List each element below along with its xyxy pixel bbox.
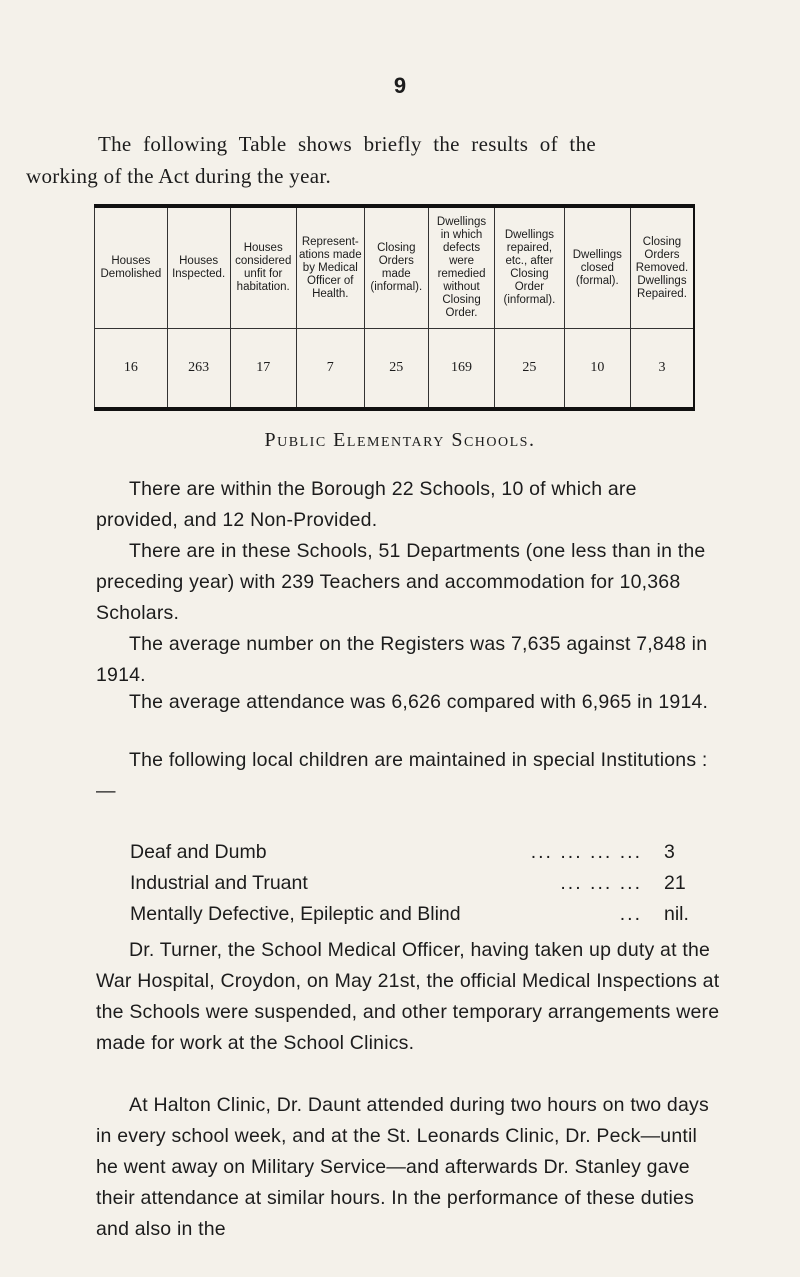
leader-dots: ... ... ... ... xyxy=(530,841,642,863)
paragraph-text: The average attendance was 6,626 compared with 6,965 in 1914. xyxy=(129,691,709,713)
paragraph-text: There are in these Schools, 51 Departments (one less than in the preceding year) with 239 Teachers and accommodation for 10,368 Scholars. xyxy=(96,540,706,624)
institution-count: 21 xyxy=(664,872,686,894)
value-closing-orders: 25 xyxy=(364,329,428,410)
paragraph-departments xyxy=(96,536,720,629)
value-representations: 7 xyxy=(296,329,364,410)
intro-text xyxy=(26,128,696,192)
value-houses-demolished: 16 xyxy=(95,329,168,410)
value-orders-removed: 3 xyxy=(630,329,694,410)
value-defects-remedied: 169 xyxy=(428,329,494,410)
header-dwellings-repaired: Dwellings repaired, etc., after Closing Order (informal). xyxy=(495,206,565,329)
header-representations: Represent-ations made by Medical Officer of Health. xyxy=(296,206,364,329)
section-heading: Public Elementary Schools. xyxy=(264,429,536,451)
paragraph-attendance xyxy=(96,687,720,718)
paragraph-text: There are within the Borough 22 Schools, 10 of which are provided, and 12 Non-Provided. xyxy=(96,478,637,531)
housing-results-table xyxy=(94,204,695,411)
list-item xyxy=(130,868,700,899)
header-dwellings-closed: Dwellings closed (formal). xyxy=(564,206,630,329)
table-header-row xyxy=(95,206,695,329)
value-houses-inspected: 263 xyxy=(167,329,230,410)
value-houses-unfit: 17 xyxy=(230,329,296,410)
table-row xyxy=(95,329,695,410)
intro-line-1: The following Table shows briefly the results of the xyxy=(98,132,596,156)
paragraph-text: The following local children are maintained in special Institutions :— xyxy=(96,749,708,802)
list-item xyxy=(130,837,700,868)
paragraph-text: At Halton Clinic, Dr. Daunt attended during two hours on two days in every school week, and at the St. Leonards Clinic, Dr. Peck—until he went away on Military Service—and afterwards Dr. Stanley gave their attendance at similar hours. In the performance of these duties and also in the xyxy=(96,1094,709,1240)
header-defects-remedied: Dwellings in which defects were remedied without Closing Order. xyxy=(428,206,494,329)
paragraph-schools xyxy=(96,474,720,536)
paragraph-clinics xyxy=(96,1090,720,1245)
institution-count: nil. xyxy=(664,903,689,925)
institution-name: Industrial and Truant xyxy=(130,872,308,894)
leader-dots: ... ... ... xyxy=(560,872,642,894)
header-houses-unfit: Houses considered unfit for habitation. xyxy=(230,206,296,329)
institution-name: Deaf and Dumb xyxy=(130,841,267,863)
leader-dots: ... xyxy=(619,903,642,925)
paragraph-special-institutions xyxy=(96,745,720,807)
header-orders-removed: Closing Orders Removed. Dwellings Repaired. xyxy=(630,206,694,329)
value-dwellings-repaired: 25 xyxy=(495,329,565,410)
paragraph-text: The average number on the Registers was 7,635 against 7,848 in 1914. xyxy=(96,633,708,686)
institution-name: Mentally Defective, Epileptic and Blind xyxy=(130,903,461,925)
header-closing-orders: Closing Orders made (informal). xyxy=(364,206,428,329)
page-number: 9 xyxy=(393,73,407,98)
header-houses-demolished: Houses Demolished xyxy=(95,206,168,329)
paragraph-medical-officer xyxy=(96,935,720,1059)
institution-count: 3 xyxy=(664,841,675,863)
paragraph-text: Dr. Turner, the School Medical Officer, having taken up duty at the War Hospital, Croydon, on May 21st, the official Medical Inspections at the Schools were suspended, and other temporary arrangements were made for work at the School Clinics. xyxy=(96,939,720,1054)
header-houses-inspected: Houses Inspected. xyxy=(167,206,230,329)
list-item xyxy=(130,899,700,930)
institutions-list xyxy=(130,837,700,930)
paragraph-registers xyxy=(96,629,720,691)
value-dwellings-closed: 10 xyxy=(564,329,630,410)
intro-line-2: working of the Act during the year. xyxy=(26,164,332,188)
